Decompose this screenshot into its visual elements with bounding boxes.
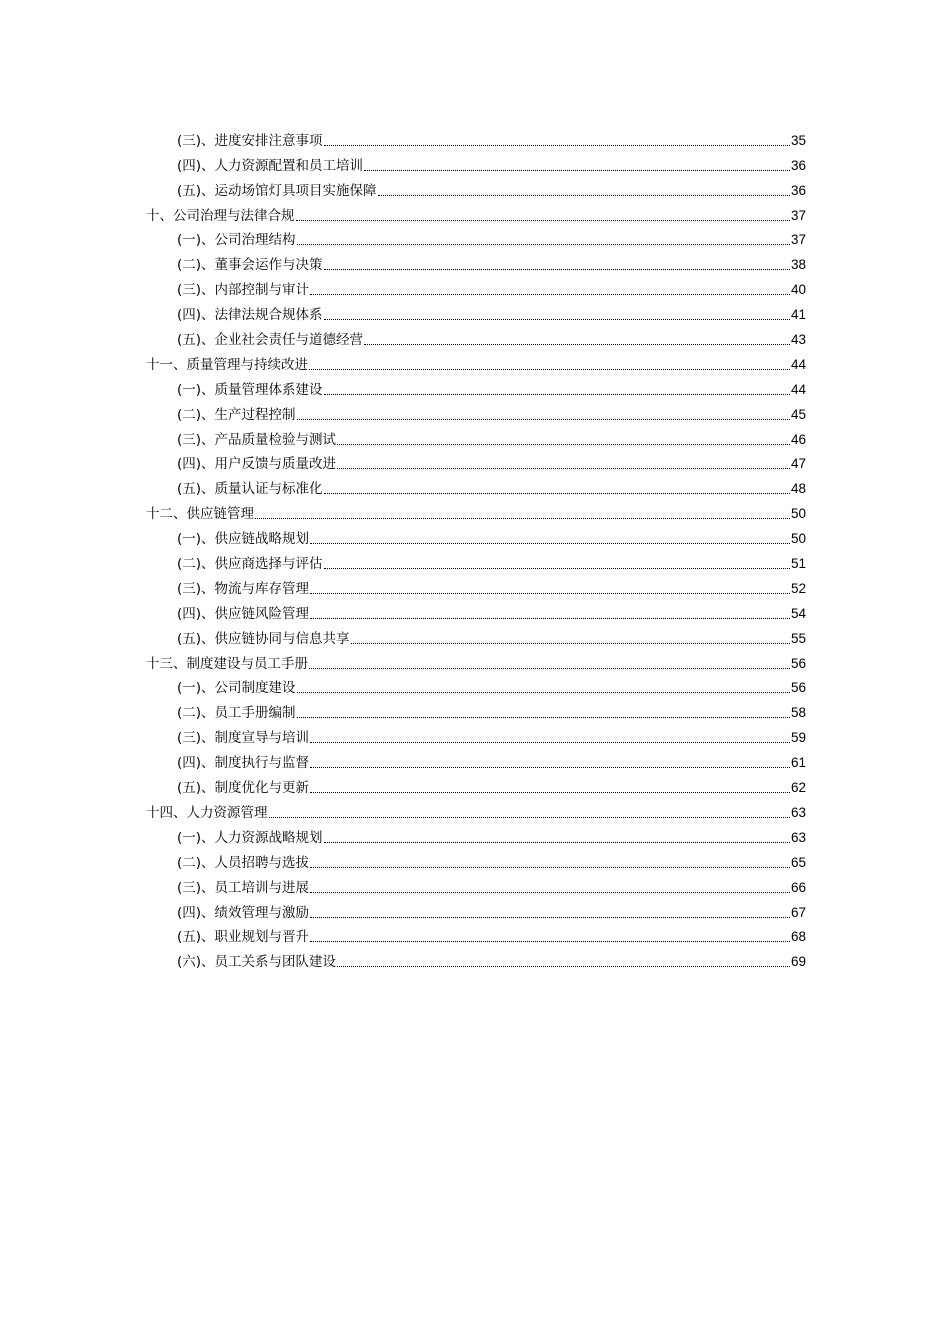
toc-dot-leader — [310, 593, 790, 594]
toc-chapter-entry[interactable] — [146, 350, 806, 375]
toc-entry-page-number: 68 — [790, 929, 806, 945]
toc-entry-page-number: 56 — [790, 680, 806, 696]
toc-entry-title: (二)、人员招聘与选拔 — [177, 854, 310, 871]
toc-entry-page-number: 69 — [790, 954, 806, 970]
toc-entry-page-number: 54 — [790, 605, 806, 621]
toc-dot-leader — [310, 742, 790, 743]
toc-entry-page-number: 45 — [790, 406, 806, 422]
toc-dot-leader — [255, 518, 790, 519]
toc-entry-page-number: 44 — [790, 381, 806, 397]
toc-dot-leader — [310, 892, 790, 893]
toc-dot-leader — [324, 568, 790, 569]
toc-entry-page-number: 41 — [790, 307, 806, 323]
toc-entry-title: (一)、公司治理结构 — [177, 232, 296, 249]
toc-entry-page-number: 52 — [790, 580, 806, 596]
toc-section-entry[interactable] — [146, 176, 806, 201]
toc-entry-page-number: 56 — [790, 655, 806, 671]
toc-dot-leader — [297, 717, 790, 718]
toc-section-entry[interactable] — [146, 450, 806, 475]
toc-entry-page-number: 44 — [790, 356, 806, 372]
toc-section-entry[interactable] — [146, 524, 806, 549]
toc-entry-page-number: 46 — [790, 431, 806, 447]
toc-entry-title: (四)、绩效管理与激励 — [177, 904, 310, 921]
toc-entry-page-number: 35 — [790, 132, 806, 148]
toc-entry-title: (四)、法律法规合规体系 — [177, 307, 323, 324]
toc-dot-leader — [324, 493, 790, 494]
toc-entry-page-number: 36 — [790, 157, 806, 173]
toc-entry-page-number: 62 — [790, 780, 806, 796]
toc-entry-page-number: 59 — [790, 730, 806, 746]
toc-entry-title: (三)、制度宣导与培训 — [177, 730, 310, 747]
toc-dot-leader — [337, 468, 790, 469]
toc-entry-title: (四)、用户反馈与质量改进 — [177, 456, 337, 473]
toc-section-entry[interactable] — [146, 773, 806, 798]
toc-entry-title: (五)、职业规划与晋升 — [177, 929, 310, 946]
toc-entry-title: (五)、运动场馆灯具项目实施保障 — [177, 182, 377, 199]
toc-entry-title: 十四、人力资源管理 — [146, 804, 268, 821]
toc-entry-title: (五)、制度优化与更新 — [177, 780, 310, 797]
toc-section-entry[interactable] — [146, 325, 806, 350]
toc-entry-page-number: 48 — [790, 481, 806, 497]
table-of-contents — [146, 126, 806, 972]
toc-entry-page-number: 65 — [790, 854, 806, 870]
toc-dot-leader — [364, 170, 790, 171]
toc-entry-title: (四)、供应链风险管理 — [177, 605, 310, 622]
toc-dot-leader — [324, 145, 790, 146]
toc-section-entry[interactable] — [146, 549, 806, 574]
toc-chapter-entry[interactable] — [146, 649, 806, 674]
toc-dot-leader — [310, 618, 790, 619]
toc-section-entry[interactable] — [146, 624, 806, 649]
toc-entry-title: (二)、生产过程控制 — [177, 406, 296, 423]
toc-section-entry[interactable] — [146, 723, 806, 748]
toc-entry-title: (五)、供应链协同与信息共享 — [177, 630, 350, 647]
toc-section-entry[interactable] — [146, 574, 806, 599]
toc-section-entry[interactable] — [146, 823, 806, 848]
toc-entry-title: (一)、人力资源战略规划 — [177, 829, 323, 846]
toc-entry-page-number: 61 — [790, 755, 806, 771]
toc-entry-page-number: 51 — [790, 556, 806, 572]
toc-entry-page-number: 55 — [790, 630, 806, 646]
toc-dot-leader — [310, 543, 790, 544]
toc-dot-leader — [310, 867, 790, 868]
toc-section-entry[interactable] — [146, 873, 806, 898]
toc-entry-title: (一)、质量管理体系建设 — [177, 381, 323, 398]
toc-entry-title: (四)、人力资源配置和员工培训 — [177, 157, 364, 174]
toc-section-entry[interactable] — [146, 923, 806, 948]
toc-entry-title: (三)、员工培训与进展 — [177, 879, 310, 896]
toc-section-entry[interactable] — [146, 947, 806, 972]
toc-dot-leader — [310, 294, 790, 295]
toc-section-entry[interactable] — [146, 425, 806, 450]
toc-dot-leader — [297, 692, 790, 693]
toc-dot-leader — [324, 394, 790, 395]
toc-dot-leader — [297, 419, 790, 420]
toc-section-entry[interactable] — [146, 400, 806, 425]
toc-entry-title: (五)、企业社会责任与道德经营 — [177, 332, 364, 349]
toc-section-entry[interactable] — [146, 226, 806, 251]
toc-dot-leader — [324, 269, 790, 270]
toc-dot-leader — [310, 941, 790, 942]
toc-section-entry[interactable] — [146, 151, 806, 176]
toc-chapter-entry[interactable] — [146, 499, 806, 524]
toc-entry-title: (二)、员工手册编制 — [177, 705, 296, 722]
toc-section-entry[interactable] — [146, 848, 806, 873]
toc-entry-title: (三)、进度安排注意事项 — [177, 132, 323, 149]
toc-entry-title: (三)、物流与库存管理 — [177, 580, 310, 597]
toc-entry-page-number: 66 — [790, 879, 806, 895]
toc-section-entry[interactable] — [146, 375, 806, 400]
toc-entry-page-number: 40 — [790, 282, 806, 298]
toc-entry-page-number: 63 — [790, 804, 806, 820]
toc-entry-page-number: 43 — [790, 332, 806, 348]
toc-entry-title: 十二、供应链管理 — [146, 506, 254, 523]
toc-dot-leader — [337, 444, 790, 445]
toc-dot-leader — [324, 319, 790, 320]
toc-entry-page-number: 37 — [790, 232, 806, 248]
toc-entry-title: 十一、质量管理与持续改进 — [146, 356, 308, 373]
toc-entry-page-number: 38 — [790, 257, 806, 273]
toc-entry-title: (三)、产品质量检验与测试 — [177, 431, 337, 448]
toc-entry-title: (一)、供应链战略规划 — [177, 531, 310, 548]
toc-entry-title: (六)、员工关系与团队建设 — [177, 954, 337, 971]
toc-entry-page-number: 50 — [790, 506, 806, 522]
toc-dot-leader — [378, 195, 790, 196]
toc-dot-leader — [310, 792, 790, 793]
toc-entry-page-number: 58 — [790, 705, 806, 721]
toc-section-entry[interactable] — [146, 126, 806, 151]
toc-dot-leader — [337, 966, 790, 967]
toc-section-entry[interactable] — [146, 300, 806, 325]
toc-dot-leader — [309, 668, 790, 669]
toc-chapter-entry[interactable] — [146, 798, 806, 823]
toc-entry-title: (四)、制度执行与监督 — [177, 755, 310, 772]
toc-entry-title: (三)、内部控制与审计 — [177, 282, 310, 299]
toc-section-entry[interactable] — [146, 599, 806, 624]
toc-chapter-entry[interactable] — [146, 201, 806, 226]
toc-entry-title: (一)、公司制度建设 — [177, 680, 296, 697]
toc-section-entry[interactable] — [146, 474, 806, 499]
toc-dot-leader — [324, 842, 790, 843]
toc-section-entry[interactable] — [146, 898, 806, 923]
toc-section-entry[interactable] — [146, 748, 806, 773]
toc-section-entry[interactable] — [146, 275, 806, 300]
toc-section-entry[interactable] — [146, 250, 806, 275]
toc-entry-title: (二)、董事会运作与决策 — [177, 257, 323, 274]
toc-entry-page-number: 36 — [790, 182, 806, 198]
toc-dot-leader — [296, 220, 790, 221]
toc-entry-page-number: 50 — [790, 531, 806, 547]
toc-section-entry[interactable] — [146, 674, 806, 699]
toc-dot-leader — [310, 767, 790, 768]
toc-entry-page-number: 63 — [790, 829, 806, 845]
toc-dot-leader — [269, 817, 790, 818]
toc-dot-leader — [310, 917, 790, 918]
toc-dot-leader — [297, 244, 790, 245]
toc-entry-page-number: 47 — [790, 456, 806, 472]
toc-entry-title: (五)、质量认证与标准化 — [177, 481, 323, 498]
toc-entry-page-number: 37 — [790, 207, 806, 223]
toc-dot-leader — [309, 369, 790, 370]
toc-entry-title: 十三、制度建设与员工手册 — [146, 655, 308, 672]
toc-dot-leader — [351, 643, 790, 644]
toc-entry-title: (二)、供应商选择与评估 — [177, 556, 323, 573]
toc-entry-page-number: 67 — [790, 904, 806, 920]
toc-entry-title: 十、公司治理与法律合规 — [146, 207, 295, 224]
toc-section-entry[interactable] — [146, 698, 806, 723]
toc-dot-leader — [364, 344, 790, 345]
